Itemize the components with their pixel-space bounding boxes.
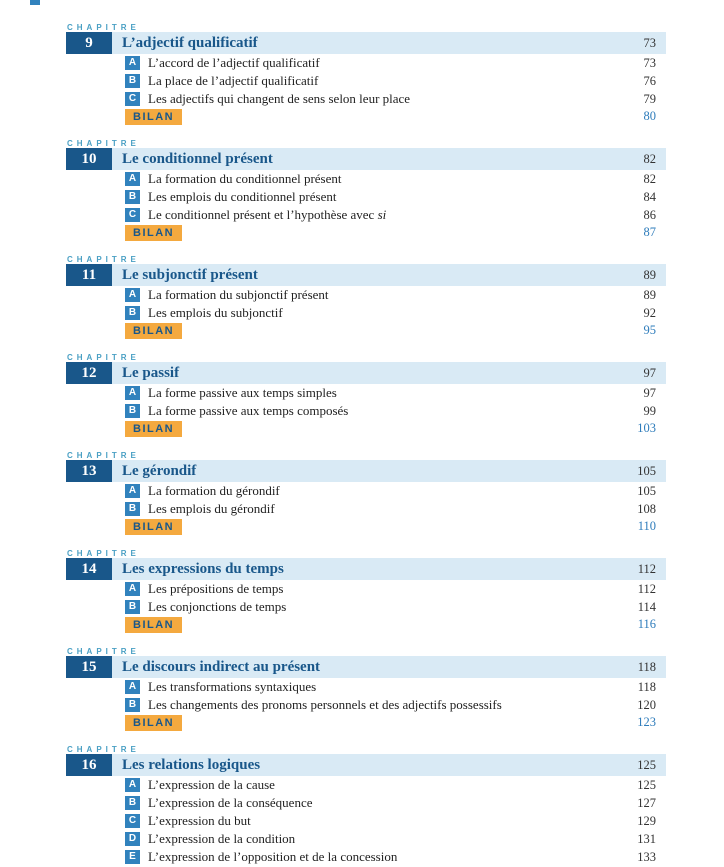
item-letter-badge: B bbox=[125, 796, 140, 810]
chapter-title: Les relations logiques bbox=[122, 756, 261, 773]
item-letter-badge: A bbox=[125, 56, 140, 70]
toc-item bbox=[66, 776, 666, 794]
bilan-page-number: 123 bbox=[637, 715, 656, 729]
item-letter-badge: A bbox=[125, 582, 140, 596]
bilan-page-number: 103 bbox=[637, 421, 656, 435]
chapter-page-number: 97 bbox=[643, 365, 656, 380]
bilan-row bbox=[66, 420, 666, 437]
toc-item bbox=[66, 812, 666, 830]
chapter-header bbox=[66, 32, 666, 54]
chapter-items bbox=[66, 482, 666, 518]
toc-item bbox=[66, 90, 666, 108]
chapter-items bbox=[66, 54, 666, 108]
toc-item bbox=[66, 598, 666, 616]
item-text-main: Les emplois du gérondif bbox=[148, 501, 275, 516]
chapter-title: Le passif bbox=[122, 364, 180, 381]
chapter-header bbox=[66, 264, 666, 286]
chapter-page-number: 89 bbox=[643, 267, 656, 282]
chapter-block bbox=[66, 746, 666, 866]
item-text-main: Les emplois du conditionnel présent bbox=[148, 189, 337, 204]
item-text bbox=[148, 679, 638, 695]
toc-item bbox=[66, 286, 666, 304]
item-text-main: La formation du gérondif bbox=[148, 483, 280, 498]
chapter-number-badge: 14 bbox=[66, 558, 112, 580]
bilan-page-number: 110 bbox=[637, 519, 656, 533]
chapter-number-badge: 13 bbox=[66, 460, 112, 482]
item-text bbox=[148, 207, 644, 223]
toc-item bbox=[66, 188, 666, 206]
item-text-main: L’expression de la cause bbox=[148, 777, 275, 792]
bilan-badge: BILAN bbox=[125, 617, 182, 633]
bilan-row bbox=[66, 616, 666, 633]
chapter-block bbox=[66, 452, 666, 535]
item-text-main: La place de l’adjectif qualificatif bbox=[148, 73, 319, 88]
item-text bbox=[148, 55, 644, 71]
item-page-number: 86 bbox=[643, 207, 656, 222]
bilan-row bbox=[66, 714, 666, 731]
chapter-number-badge: 16 bbox=[66, 754, 112, 776]
toc-item bbox=[66, 170, 666, 188]
item-letter-badge: B bbox=[125, 306, 140, 320]
item-letter-badge: B bbox=[125, 502, 140, 516]
item-text-main: L’accord de l’adjectif qualificatif bbox=[148, 55, 320, 70]
toc-item bbox=[66, 54, 666, 72]
chapter-block bbox=[66, 24, 666, 125]
chapitre-label: CHAPITRE bbox=[67, 745, 140, 754]
bilan-page-number: 95 bbox=[643, 323, 656, 337]
bilan-page-number: 80 bbox=[643, 109, 656, 123]
toc-item bbox=[66, 830, 666, 848]
toc-item bbox=[66, 384, 666, 402]
item-page-number: 92 bbox=[643, 305, 656, 320]
item-letter-badge: C bbox=[125, 814, 140, 828]
item-text-main: La forme passive aux temps simples bbox=[148, 385, 337, 400]
item-letter-badge: B bbox=[125, 698, 140, 712]
toc-item bbox=[66, 482, 666, 500]
chapter-block bbox=[66, 354, 666, 437]
bilan-badge: BILAN bbox=[125, 225, 182, 241]
item-page-number: 133 bbox=[637, 849, 656, 864]
item-text-main: Le conditionnel présent et l’hypothèse avec bbox=[148, 207, 375, 222]
chapter-title: Le gérondif bbox=[122, 462, 197, 479]
item-text bbox=[148, 581, 638, 597]
item-page-number: 84 bbox=[643, 189, 656, 204]
chapter-page-number: 105 bbox=[637, 463, 656, 478]
item-letter-badge: C bbox=[125, 92, 140, 106]
chapter-header bbox=[66, 362, 666, 384]
item-page-number: 79 bbox=[643, 91, 656, 106]
chapter-title: Le conditionnel présent bbox=[122, 150, 273, 167]
chapter-title: Le discours indirect au présent bbox=[122, 658, 321, 675]
item-page-number: 127 bbox=[637, 795, 656, 810]
item-text-main: Les transformations syntaxiques bbox=[148, 679, 317, 694]
toc-item bbox=[66, 794, 666, 812]
bilan-row bbox=[66, 518, 666, 535]
item-text bbox=[148, 305, 644, 321]
chapitre-label: CHAPITRE bbox=[67, 549, 140, 558]
item-text-main: Les adjectifs qui changent de sens selon leur place bbox=[148, 91, 411, 106]
bilan-page-number: 87 bbox=[643, 225, 656, 239]
chapter-header bbox=[66, 754, 666, 776]
item-text bbox=[148, 189, 644, 205]
chapter-items bbox=[66, 678, 666, 714]
item-letter-badge: A bbox=[125, 778, 140, 792]
chapter-header bbox=[66, 558, 666, 580]
chapitre-label: CHAPITRE bbox=[67, 451, 140, 460]
item-text-main: L’expression de la condition bbox=[148, 831, 296, 846]
chapter-page-number: 118 bbox=[637, 659, 656, 674]
item-text-main: L’expression du but bbox=[148, 813, 251, 828]
item-text bbox=[148, 697, 637, 713]
bilan-row bbox=[66, 224, 666, 241]
bilan-badge: BILAN bbox=[125, 109, 182, 125]
page-edge-mark bbox=[30, 0, 40, 5]
chapter-header bbox=[66, 656, 666, 678]
chapter-number-badge: 15 bbox=[66, 656, 112, 678]
item-text bbox=[148, 287, 644, 303]
item-letter-badge: A bbox=[125, 680, 140, 694]
toc-item bbox=[66, 72, 666, 90]
toc-item bbox=[66, 696, 666, 714]
item-letter-badge: B bbox=[125, 74, 140, 88]
item-letter-badge: E bbox=[125, 850, 140, 864]
item-page-number: 131 bbox=[637, 831, 656, 846]
toc-item bbox=[66, 206, 666, 224]
item-text-main: Les conjonctions de temps bbox=[148, 599, 287, 614]
item-letter-badge: A bbox=[125, 484, 140, 498]
toc-item bbox=[66, 304, 666, 322]
item-text-main: Les changements des pronoms personnels et des adjectifs possessifs bbox=[148, 697, 502, 712]
item-text bbox=[148, 483, 637, 499]
chapter-title: L’adjectif qualificatif bbox=[122, 34, 258, 51]
chapter-block bbox=[66, 256, 666, 339]
item-text bbox=[148, 501, 637, 517]
chapter-items bbox=[66, 580, 666, 616]
item-text bbox=[148, 91, 644, 107]
chapter-header bbox=[66, 460, 666, 482]
chapter-number-badge: 11 bbox=[66, 264, 112, 286]
item-page-number: 125 bbox=[637, 777, 656, 792]
item-letter-badge: B bbox=[125, 600, 140, 614]
bilan-page-number: 116 bbox=[637, 617, 656, 631]
item-text-main: Les prépositions de temps bbox=[148, 581, 284, 596]
chapter-page-number: 112 bbox=[637, 561, 656, 576]
item-page-number: 76 bbox=[643, 73, 656, 88]
item-letter-badge: B bbox=[125, 190, 140, 204]
item-text bbox=[148, 795, 637, 811]
item-page-number: 120 bbox=[637, 697, 656, 712]
item-page-number: 73 bbox=[643, 55, 656, 70]
chapter-header bbox=[66, 148, 666, 170]
item-page-number: 99 bbox=[643, 403, 656, 418]
chapitre-label: CHAPITRE bbox=[67, 647, 140, 656]
chapter-items bbox=[66, 384, 666, 420]
chapter-block bbox=[66, 550, 666, 633]
item-letter-badge: C bbox=[125, 208, 140, 222]
chapter-number-badge: 12 bbox=[66, 362, 112, 384]
item-text bbox=[148, 403, 644, 419]
item-page-number: 129 bbox=[637, 813, 656, 828]
item-text bbox=[148, 831, 637, 847]
item-text bbox=[148, 813, 637, 829]
chapter-items bbox=[66, 776, 666, 866]
item-text-main: L’expression de la conséquence bbox=[148, 795, 313, 810]
chapter-title: Les expressions du temps bbox=[122, 560, 284, 577]
chapter-items bbox=[66, 170, 666, 224]
item-page-number: 112 bbox=[637, 581, 656, 596]
chapter-page-number: 82 bbox=[643, 151, 656, 166]
chapter-number-badge: 10 bbox=[66, 148, 112, 170]
chapitre-label: CHAPITRE bbox=[67, 139, 140, 148]
toc-item bbox=[66, 402, 666, 420]
item-page-number: 82 bbox=[643, 171, 656, 186]
item-letter-badge: D bbox=[125, 832, 140, 846]
item-text-main: La formation du conditionnel présent bbox=[148, 171, 342, 186]
item-text bbox=[148, 849, 637, 865]
item-text bbox=[148, 73, 644, 89]
item-text bbox=[148, 171, 644, 187]
item-text-main: La formation du subjonctif présent bbox=[148, 287, 329, 302]
toc-item bbox=[66, 678, 666, 696]
item-page-number: 97 bbox=[643, 385, 656, 400]
item-text-italic: si bbox=[377, 207, 387, 222]
chapter-block bbox=[66, 648, 666, 731]
chapter-title: Le subjonctif présent bbox=[122, 266, 258, 283]
item-text-main: Les emplois du subjonctif bbox=[148, 305, 283, 320]
bilan-badge: BILAN bbox=[125, 421, 182, 437]
bilan-row bbox=[66, 108, 666, 125]
item-text bbox=[148, 599, 638, 615]
bilan-row bbox=[66, 322, 666, 339]
chapter-number-badge: 9 bbox=[66, 32, 112, 54]
item-page-number: 118 bbox=[637, 679, 656, 694]
bilan-badge: BILAN bbox=[125, 323, 182, 339]
bilan-badge: BILAN bbox=[125, 715, 182, 731]
chapitre-label: CHAPITRE bbox=[67, 353, 140, 362]
item-letter-badge: A bbox=[125, 172, 140, 186]
toc-item bbox=[66, 580, 666, 598]
item-page-number: 108 bbox=[637, 501, 656, 516]
chapitre-label: CHAPITRE bbox=[67, 255, 140, 264]
toc-item bbox=[66, 500, 666, 518]
chapitre-label: CHAPITRE bbox=[67, 23, 140, 32]
chapter-page-number: 125 bbox=[637, 757, 656, 772]
item-page-number: 105 bbox=[637, 483, 656, 498]
item-page-number: 114 bbox=[637, 599, 656, 614]
item-letter-badge: B bbox=[125, 404, 140, 418]
item-text bbox=[148, 777, 637, 793]
toc-item bbox=[66, 848, 666, 866]
item-letter-badge: A bbox=[125, 288, 140, 302]
item-letter-badge: A bbox=[125, 386, 140, 400]
chapter-items bbox=[66, 286, 666, 322]
chapter-block bbox=[66, 140, 666, 241]
item-page-number: 89 bbox=[643, 287, 656, 302]
bilan-badge: BILAN bbox=[125, 519, 182, 535]
item-text-main: L’expression de l’opposition et de la concession bbox=[148, 849, 398, 864]
chapter-page-number: 73 bbox=[643, 35, 656, 50]
item-text-main: La forme passive aux temps composés bbox=[148, 403, 349, 418]
item-text bbox=[148, 385, 644, 401]
